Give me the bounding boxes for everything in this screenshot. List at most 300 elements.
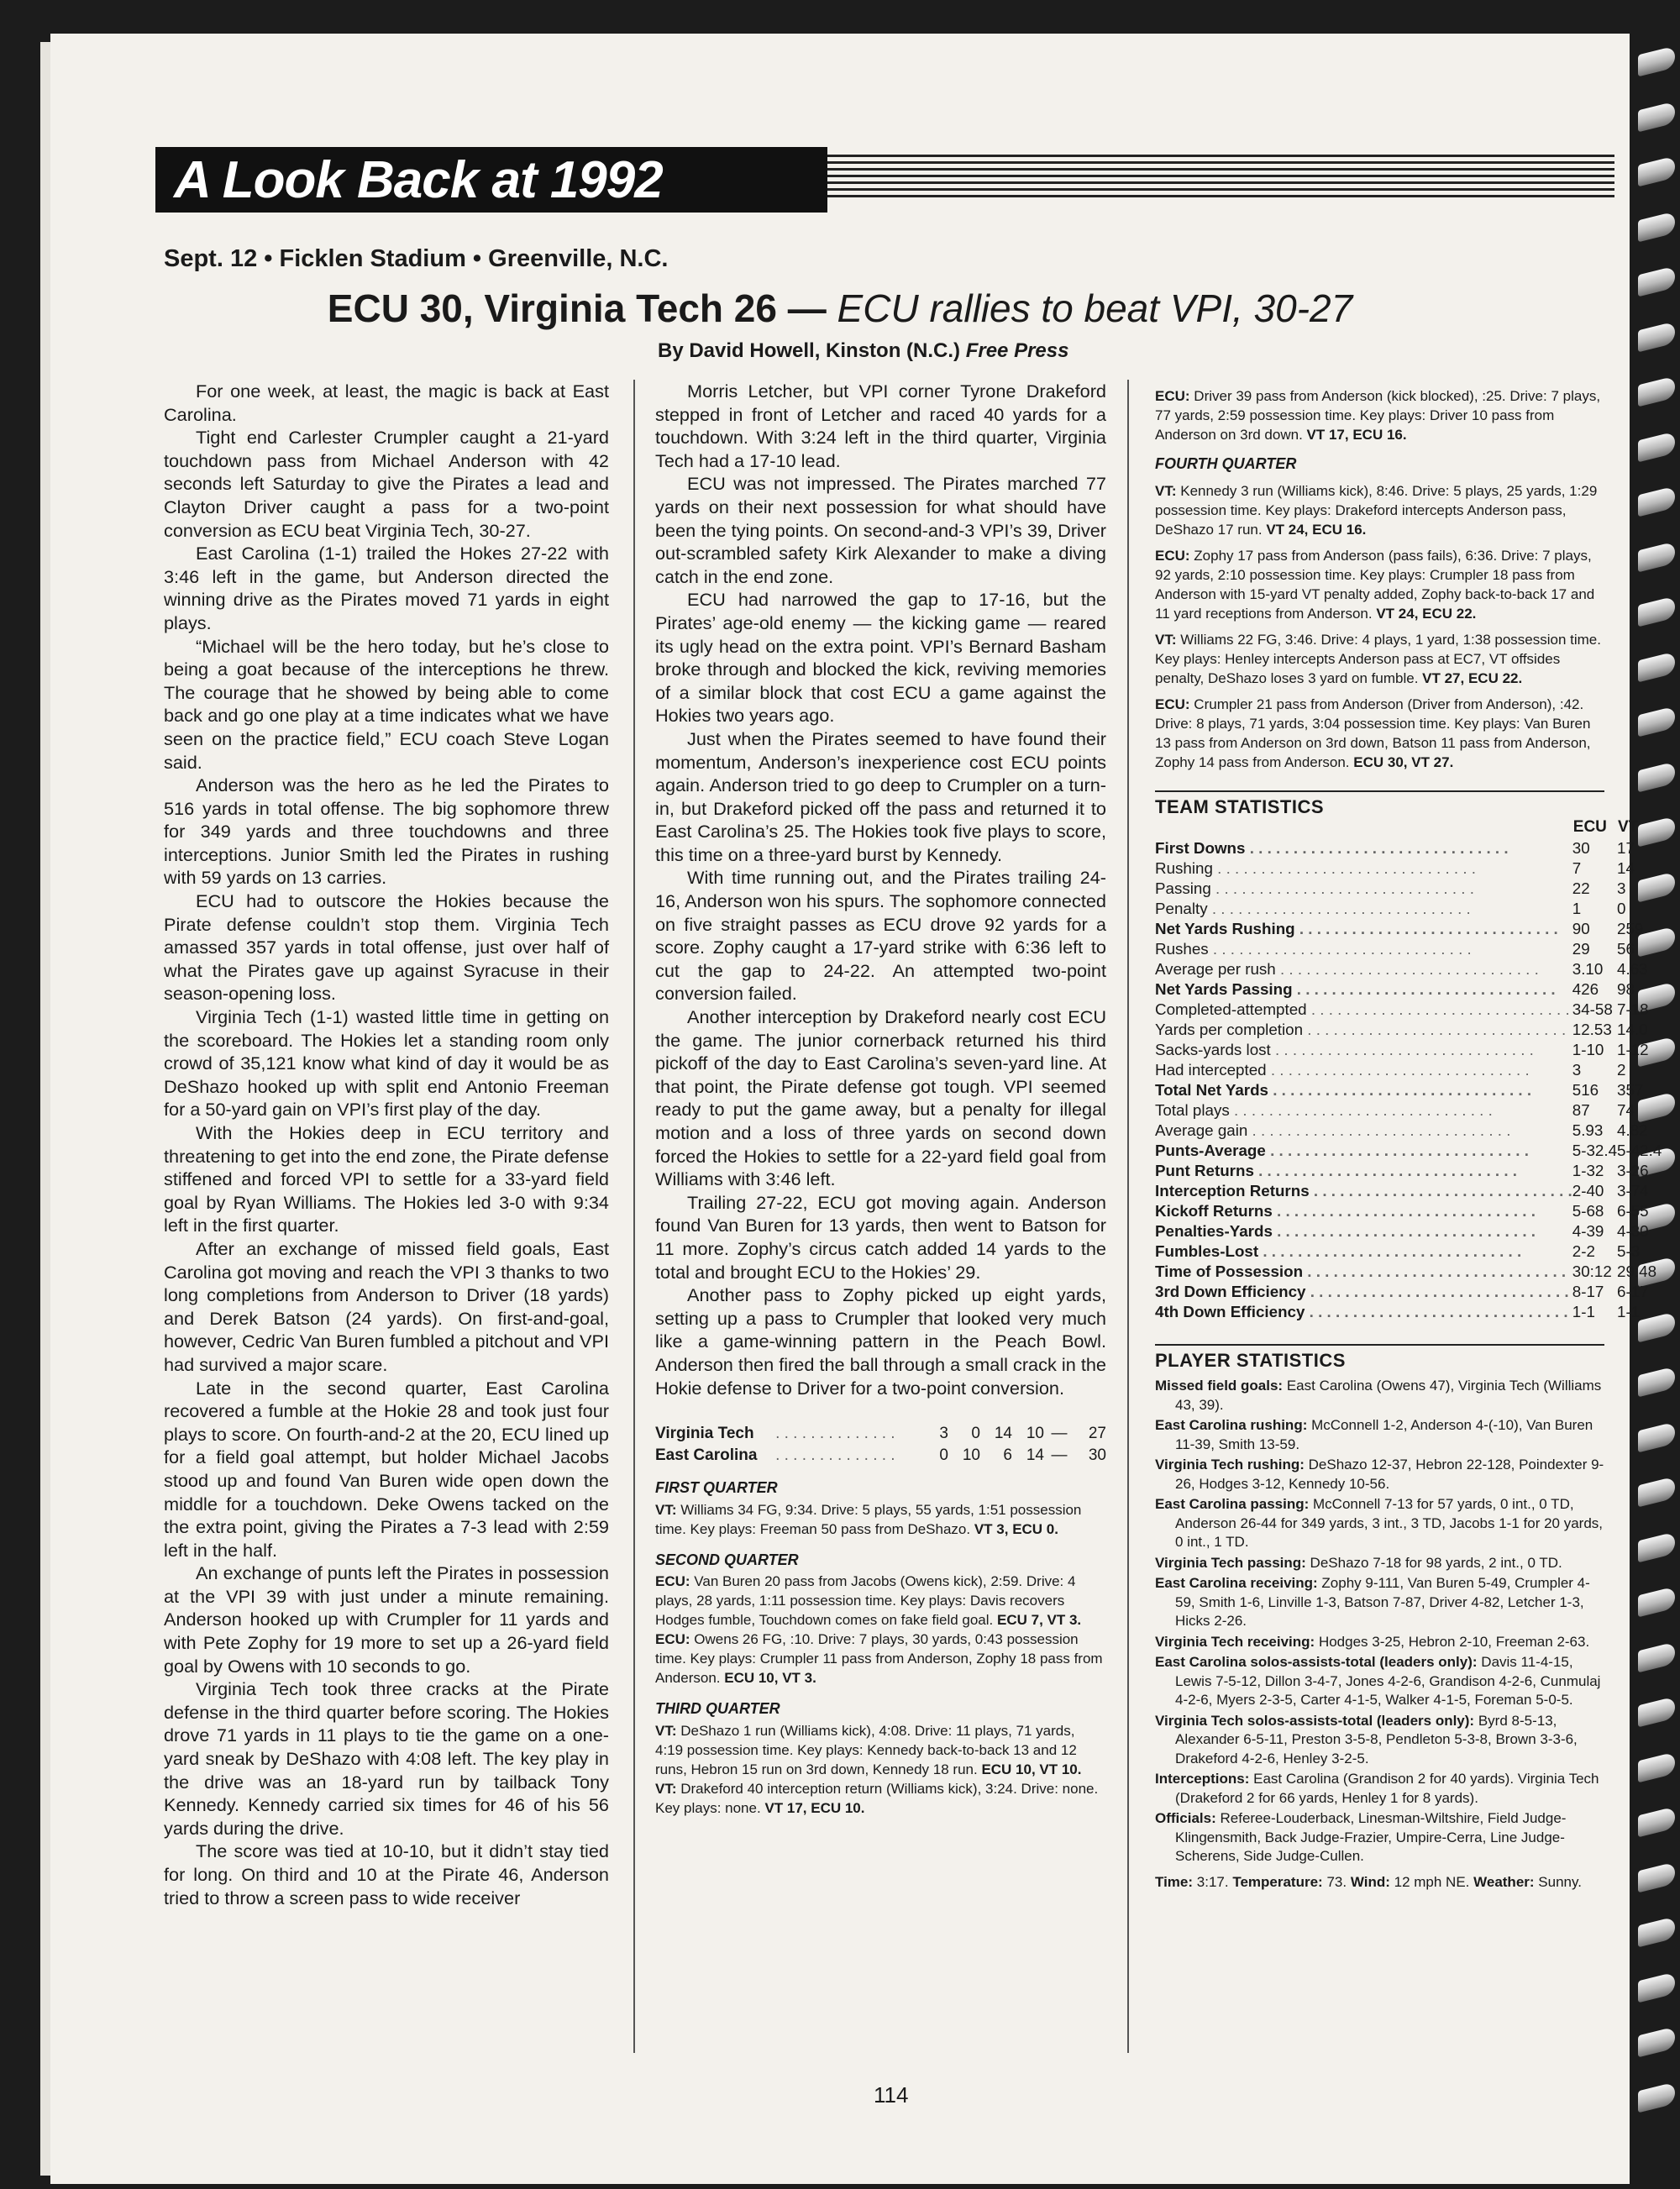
scoring-description: Drakeford 40 interception return (Williams kick), 3:24. Drive: none. Key plays: none. (655, 1780, 1099, 1816)
team-stats-ecu: 29 (1572, 939, 1590, 958)
team-stats-row (1155, 1282, 1662, 1302)
leader-dots: . . . . . . . . . . . . . . . . . . . . . . . . . . . . . . (1247, 1121, 1511, 1139)
spiral-coil (1638, 211, 1675, 242)
team-stats-label-text: Yards per completion (1155, 1020, 1304, 1038)
scoring-play (655, 1630, 1106, 1688)
team-stats-label-text: Rushing (1155, 858, 1213, 877)
spiral-coil (1638, 1477, 1675, 1508)
article-paragraph: ECU had narrowed the gap to 17-16, but the Pirates’ age-old enemy — the kicking game — reared its ugly head on the extra point. VPI’s Bernard Basham broke through and blocked the kick, reviving memories of a similar block that cost ECU a game against the Hokies two years ago. (655, 589, 1106, 727)
team-stats-ecu: 2-40 (1572, 1181, 1604, 1199)
leader-dots: . . . . . . . . . . . . . . . . . . . . . . . . . . . . . . (1245, 838, 1509, 857)
player-stat-text: McConnell 1-2, Anderson 4-(-10), Van Buren 11-39, Smith 13-59. (1175, 1417, 1593, 1452)
leader-dots: . . . . . . . . . . . . . . . . . . . . . . . . . . . . . . (1305, 1302, 1568, 1320)
team-stats-ecu: 1-10 (1572, 1040, 1604, 1058)
team-stats-vt: 1-12 (1617, 1040, 1649, 1058)
leader-dots: . . . . . . . . . . . . . . . . . . . . . . . . . . . . . . (1306, 1000, 1570, 1018)
headline-main: ECU 30, Virginia Tech 26 — (327, 286, 827, 330)
leader-dots: . . . . . . . . . . . . . . . . . . . . . . . . . . . . . . (1270, 1040, 1534, 1058)
team-stats-vt: 56 (1617, 939, 1635, 958)
team-stats-row (1155, 858, 1662, 879)
article-column-2 (655, 380, 1106, 1818)
team-stats-ecu: 12.53 (1572, 1020, 1612, 1038)
team-stats-vt: 98 (1617, 979, 1635, 998)
spiral-coil (1638, 1807, 1675, 1838)
scoring-play (655, 1779, 1106, 1818)
player-stat-text: DeShazo 12-37, Hebron 22-128, Poindexter 9-26, Hodges 3-12, Kennedy 10-56. (1175, 1457, 1604, 1492)
scoring-play (1155, 546, 1604, 623)
temperature-value: 73. (1326, 1873, 1347, 1890)
team-stats-ecu: 7 (1572, 858, 1582, 877)
team-stats-ecu: 1-1 (1572, 1302, 1595, 1320)
team-stats-row (1155, 979, 1662, 1000)
spiral-coil (1638, 1531, 1675, 1562)
scoring-play (1155, 630, 1604, 688)
player-stats (1155, 1377, 1604, 1866)
team-stats-vt: 3-26 (1617, 1161, 1649, 1179)
team-stats-ecu: 3 (1572, 1060, 1582, 1079)
team-stats-label-text: 3rd Down Efficiency (1155, 1282, 1306, 1300)
running-score: VT 3, ECU 0. (974, 1520, 1058, 1537)
leader-dots: . . . . . . . . . . . . . . . . . . . . . . . . . . . . . . (1309, 1181, 1572, 1199)
team-stats-vt: 14 (1617, 858, 1635, 877)
player-stat-label: East Carolina rushing: (1155, 1417, 1308, 1433)
team-stats-ecu: 5.93 (1572, 1121, 1604, 1139)
dateline: Sept. 12 • Ficklen Stadium • Greenville, N.C. (164, 245, 669, 272)
team-stats-row (1155, 1121, 1662, 1141)
player-stat-entry (1155, 1809, 1604, 1866)
team-stats-row (1155, 959, 1662, 979)
team-stats-row (1155, 1161, 1662, 1181)
article-paragraph: “Michael will be the hero today, but he’s close to being a goat because of the interceptions he threw. The courage that he showed by being able to come back and go one play at a time indicates what we have seen on the practice field,” ECU coach Steve Logan said. (164, 635, 609, 773)
player-stat-label: East Carolina solos-assists-total (leaders only): (1155, 1654, 1478, 1670)
team-stats-vt: 7-18 (1617, 1000, 1649, 1018)
team-stats-ecu: 5-32.4 (1572, 1141, 1618, 1159)
line-score-team: East Carolina (655, 1446, 758, 1465)
team-stats-label (1155, 1141, 1572, 1161)
player-stat-entry (1155, 1377, 1604, 1415)
article-paragraph: For one week, at least, the magic is back at East Carolina. (164, 381, 609, 425)
article-paragraph: Morris Letcher, but VPI corner Tyrone Drakeford stepped in front of Letcher and raced 40 yards for a touchdown. With 3:24 left in the third quarter, Virginia Tech had a 17-10 lead. (655, 381, 1106, 471)
article-paragraph: Virginia Tech (1-1) wasted little time in getting on the scoreboard. The Hokies let a standing room only crowd of 35,121 know what kind of day it would be as DeShazo hooked up with split end Antonio Freeman for a 50-yard gain on VPI’s first play of the day. (164, 1006, 609, 1121)
scoring-description: DeShazo 1 run (Williams kick), 4:08. Drive: 11 plays, 71 yards, 4:19 possession time. Key plays: Kennedy back-to-back 13 and 12 runs, Hebron 15 run on 3rd down, Kennedy 18 run. (655, 1722, 1077, 1777)
leader-dots: . . . . . . . . . . . . . . . . . . . . . . . . . . . . . . (1229, 1100, 1493, 1119)
team-stats-vt: 4.82 (1617, 1121, 1648, 1139)
running-score: VT 17, ECU 16. (1306, 427, 1407, 443)
spiral-coil (1638, 46, 1675, 77)
team-stats-label-text: Total Net Yards (1155, 1080, 1268, 1099)
running-score: VT 27, ECU 22. (1422, 669, 1523, 686)
team-stats-table (1155, 816, 1662, 1322)
team-stats-label-text: Fumbles-Lost (1155, 1241, 1259, 1260)
wind-label: Wind: (1350, 1873, 1390, 1890)
scoring-description: Owens 26 FG, :10. Drive: 7 plays, 30 yards, 0:43 possession time. Key plays: Crumpler 11 pass from Anderson, Zophy 18 pass from Anderson. (655, 1631, 1103, 1687)
team-stats-row (1155, 1000, 1662, 1020)
team-stats-ecu: 22 (1572, 879, 1590, 897)
spiral-coil (1638, 1367, 1675, 1398)
team-stats-vt: 17 (1617, 838, 1635, 857)
line-score-quarter: 14 (994, 1425, 1012, 1443)
team-stats-label-text: Sacks-yards lost (1155, 1040, 1271, 1058)
team-stats-row (1155, 899, 1662, 919)
leader-dots: . . . . . . . . . . . . . . . . . . . . . . . . . . . . . . (1258, 1241, 1522, 1260)
spiral-coil (1638, 486, 1675, 517)
scoring-team: ECU: (655, 1631, 690, 1648)
spiral-coil (1638, 1861, 1675, 1892)
team-stats-vt: 74 (1617, 1100, 1635, 1119)
player-stat-entry (1155, 1574, 1604, 1631)
line-score-quarter: 6 (1003, 1446, 1012, 1465)
stats-column (1155, 380, 1662, 1893)
team-stats-vt: 6-55 (1617, 1201, 1649, 1220)
spiral-coil (1638, 1917, 1675, 1948)
leader-dots: . . . . . . . . . . . . . . . . . . . . . . . . . . . . . . (1208, 939, 1472, 958)
player-stat-entry (1155, 1653, 1604, 1710)
leader-dots-cell (775, 1423, 916, 1445)
headline-sub: ECU rallies to beat VPI, 30-27 (837, 286, 1353, 330)
team-stats-label-text: Interception Returns (1155, 1181, 1310, 1199)
team-stats-label-text: Net Yards Rushing (1155, 919, 1295, 937)
team-stats-row (1155, 1302, 1662, 1322)
scoring-description: Williams 34 FG, 9:34. Drive: 5 plays, 55 yards, 1:51 possession time. Key plays: Freeman 50 pass from DeShazo. (655, 1501, 1082, 1537)
headline (0, 286, 1680, 331)
line-score-quarter: 0 (939, 1446, 948, 1465)
team-stats-label-text: Net Yards Passing (1155, 979, 1293, 998)
team-stats-ecu: 30 (1572, 838, 1590, 857)
spiral-coil (1638, 2081, 1675, 2113)
line-score-final: 27 (1088, 1425, 1106, 1443)
quarter-heading: FIRST QUARTER (655, 1479, 778, 1497)
spiral-coil (1638, 761, 1675, 792)
page-number: 114 (874, 2082, 909, 2108)
player-stat-text: DeShazo 7-18 for 98 yards, 2 int., 0 TD. (1310, 1554, 1562, 1571)
article-paragraph: ECU was not impressed. The Pirates marched 77 yards on their next possession for what should have been the tying points. On second-and-3 VPI’s 39, Driver out-scrambled safety Kirk Alexander to make a diving catch in the end zone. (655, 473, 1106, 587)
player-stat-label: Missed field goals: (1155, 1378, 1284, 1394)
banner (155, 147, 827, 213)
player-stat-text: East Carolina (Owens 47), Virginia Tech (Williams 43, 39). (1175, 1378, 1602, 1413)
team-stats-ecu: 3.10 (1572, 959, 1604, 978)
team-stats-label (1155, 919, 1572, 939)
team-stats-vt: 5-3 (1617, 1241, 1641, 1260)
team-stats-label-text: 4th Down Efficiency (1155, 1302, 1305, 1320)
team-stats-row (1155, 939, 1662, 959)
article-paragraph: An exchange of punts left the Pirates in possession at the VPI 39 with just under a minute remaining. Anderson hooked up with Crumpler for 11 yards and with Pete Zophy for 19 more to set up a 26-yard field goal by Owens with 10 seconds to go. (164, 1562, 609, 1677)
player-stat-entry (1155, 1770, 1604, 1808)
article-paragraph: Trailing 27-22, ECU got moving again. Anderson found Van Buren for 13 yards, then went to Batson for 11 more. Zophy’s circus catch added 14 yards to the total and brought ECU to the Hokies’ 29. (655, 1191, 1106, 1283)
leader-dots: . . . . . . . . . . . . . . . . . . . . . . . . . . . . . . (1212, 858, 1477, 877)
scoring-team: ECU: (1155, 547, 1190, 564)
spiral-coil (1638, 651, 1675, 682)
leader-dots: . . . . . . . . . . . . . . (775, 1446, 895, 1465)
leader-dots: . . . . . . . . . . . . . . . . . . . . . . . . . . . . . . (1305, 1282, 1569, 1300)
article-paragraph: Tight end Carlester Crumpler caught a 21-yard touchdown pass from Michael Anderson with 42 seconds left Saturday to give the Pirates a lead and Clayton Driver caught a pass for a two-point conversion as ECU beat Virginia Tech, 30-27. (164, 427, 609, 541)
line-score (655, 1423, 1106, 1467)
team-stats-ecu: 1-32 (1572, 1161, 1604, 1179)
team-stats-vt: 6-17 (1617, 1282, 1649, 1300)
leader-dots: . . . . . . . . . . . . . . . . . . . . . . . . . . . . . . (1292, 979, 1556, 998)
column-divider (633, 380, 635, 2053)
team-stats-row (1155, 1040, 1662, 1060)
article-paragraph: Another pass to Zophy picked up eight yards, setting up a pass to Crumpler that looked very much like a game-winning pattern in the Peach Bowl. Anderson then fired the ball through a small crack in the Hokie defense to Driver for a two-point conversion. (655, 1284, 1106, 1399)
scoring-play (655, 1500, 1106, 1539)
spiral-coil (1638, 1751, 1675, 1782)
team-stats-row (1155, 838, 1662, 858)
spiral-coil (1638, 541, 1675, 572)
team-stats-ecu: 4-39 (1572, 1221, 1604, 1240)
team-stats-ecu: 90 (1572, 919, 1590, 937)
running-score: VT 24, ECU 22. (1376, 605, 1477, 622)
leader-dots: . . . . . . . . . . . . . . . . . . . . . . . . . . . . . . (1303, 1020, 1567, 1038)
running-score: ECU 7, VT 3. (997, 1612, 1082, 1629)
team-stats-label-text: Passing (1155, 879, 1211, 897)
player-stat-text: Byrd 8-5-13, Alexander 6-5-11, Preston 3-5-8, Pendleton 5-3-8, Brown 3-3-6, Drakeford 4-2-6, Henley 3-2-5. (1175, 1712, 1578, 1766)
team-stats-row (1155, 1241, 1662, 1262)
running-score: ECU 10, VT 3. (724, 1670, 816, 1687)
article-paragraph: The score was tied at 10-10, but it didn’t stay tied for long. On third and 10 at the Pirate 46, Anderson tried to throw a screen pass to wide receiver (164, 1840, 609, 1908)
spiral-coil (1638, 431, 1675, 462)
player-stat-label: Interceptions: (1155, 1771, 1250, 1787)
line-score-dash: — (1051, 1425, 1068, 1443)
scoring-team: ECU: (1155, 696, 1190, 712)
team-stats-label-text: Penalty (1155, 899, 1208, 917)
player-stat-entry (1155, 1554, 1604, 1573)
team-stats-label (1155, 1000, 1572, 1020)
team-stats-row (1155, 1060, 1662, 1080)
player-stat-text: Referee-Louderback, Linesman-Wiltshire, Field Judge-Klingensmith, Back Judge-Frazier, Umpire-Cerra, Line Judge-Scherens, Side Judge-Cullen. (1175, 1810, 1567, 1864)
player-stat-entry (1155, 1416, 1604, 1454)
running-score: ECU 10, VT 10. (981, 1761, 1082, 1777)
article-column-1 (164, 380, 609, 1909)
team-stats-label (1155, 1302, 1572, 1322)
player-stat-entry (1155, 1712, 1604, 1769)
spiral-coil (1638, 1697, 1675, 1728)
scoring-team: VT: (655, 1780, 677, 1797)
article-paragraph: East Carolina (1-1) trailed the Hokes 27-22 with 3:46 left in the game, but Anderson directed the winning drive as the Pirates moved 71 yards in eight plays. (164, 543, 609, 633)
team-stats-vt: 4.63 (1617, 959, 1648, 978)
scoring-team: VT: (655, 1722, 677, 1739)
scoring-team: VT: (1155, 631, 1177, 648)
team-stats-label-text: Time of Possession (1155, 1262, 1304, 1280)
article-paragraph: Just when the Pirates seemed to have found their momentum, Anderson’s inexperience cost ECU points again. Anderson tried to go deep to Crumpler on a turn-in, but Drakeford picked off the pass and returned it to East Carolina’s 25. The Hokies took five plays to score, this time on a three-yard burst by Kennedy. (655, 727, 1106, 865)
team-stats-ecu: 87 (1572, 1100, 1590, 1119)
team-stats-row (1155, 1141, 1662, 1161)
leader-dots: . . . . . . . . . . . . . . . . . . . . . . . . . . . . . . (1275, 959, 1539, 978)
team-stats-row (1155, 1262, 1662, 1282)
team-stats-label (1155, 1040, 1572, 1060)
weather-value: Sunny. (1538, 1873, 1582, 1890)
spiral-coil (1638, 1971, 1675, 2003)
team-stats-label (1155, 1241, 1572, 1262)
leader-dots: . . . . . . . . . . . . . . . . . . . . . . . . . . . . . . (1294, 919, 1558, 937)
line-score-quarter: 10 (962, 1446, 980, 1465)
team-stats-label (1155, 979, 1572, 1000)
team-stats-label-text: Average gain (1155, 1121, 1248, 1139)
team-stats-label-text: Total plays (1155, 1100, 1230, 1119)
team-stats-row (1155, 1100, 1662, 1121)
team-stats-ecu: 30:12 (1572, 1262, 1612, 1280)
player-stat-entry (1155, 1495, 1604, 1552)
article-paragraph: With the Hokies deep in ECU territory and threatening to get into the end zone, the Pirate defense stiffened and forced VPI to settle for a 33-yard field goal by Ryan Williams. The Hokies led 3-0 with 9:34 left in the first quarter. (164, 1122, 609, 1236)
scoring-description: Williams 22 FG, 3:46. Drive: 4 plays, 1 yard, 1:38 possession time. Key plays: Henley intercepts Anderson pass at EC7, VT offsides penalty, DeShazo loses 3 yard on fumble. (1155, 631, 1601, 686)
team-stats-ecu: 1 (1572, 899, 1582, 917)
player-stats-title: PLAYER STATISTICS (1155, 1344, 1604, 1371)
scoring-description: Zophy 17 pass from Anderson (pass fails), 6:36. Drive: 7 plays, 92 yards, 2:10 possession time. Key plays: Crumpler 18 pass from Anderson with 15-yard VT penalty added, Zophy back-to-back 17 and 11 yard receptions from Anderson. (1155, 547, 1595, 622)
team-stats-label (1155, 939, 1572, 959)
leader-dots: . . . . . . . . . . . . . . . . . . . . . . . . . . . . . . (1253, 1161, 1517, 1179)
team-stats-label (1155, 1201, 1572, 1221)
article-paragraph: Late in the second quarter, East Carolina recovered a fumble at the Hokie 28 and took just four plays to score. On fourth-and-2 at the 20, ECU lined up for a field goal attempt, but holder Michael Jacobs stood up and found Van Buren wide open down the middle for a touchdown. Deke Owens tacked on the the extra point, giving the Pirates a 7-3 lead with 2:59 left in the half. (164, 1377, 609, 1561)
scoring-play (1155, 386, 1604, 444)
spiral-coil (1638, 706, 1675, 738)
team-stats-label (1155, 1100, 1572, 1121)
article-paragraph: Another interception by Drakeford nearly cost ECU the game. The junior cornerback returned his third pickoff of the day to East Carolina’s seven-yard line. At that point, the Pirate defense got tough. VPI seemed ready to put the game away, but a penalty for illegal motion and a loss of three yards on second down forced the Hokies to settle for a 22-yard field goal from Williams with 3:46 left. (655, 1006, 1106, 1190)
team-stats-ecu: 8-17 (1572, 1282, 1604, 1300)
team-stats-row (1155, 1080, 1662, 1100)
team-stats-header-vt: VT (1618, 818, 1639, 836)
team-stats-vt: 0 (1617, 899, 1626, 917)
line-score-quarter: 14 (1026, 1446, 1044, 1465)
line-score-team: Virginia Tech (655, 1425, 754, 1443)
running-score: VT 24, ECU 16. (1266, 521, 1367, 538)
banner-rules (827, 155, 1614, 205)
quarter-heading: FOURTH QUARTER (1155, 455, 1297, 472)
team-stats-ecu: 5-68 (1572, 1201, 1604, 1220)
team-stats-label-text: Punt Returns (1155, 1161, 1254, 1179)
team-stats-vt: 259 (1617, 919, 1644, 937)
team-stats-label (1155, 1161, 1572, 1181)
team-stats-label-text: Punts-Average (1155, 1141, 1266, 1159)
banner-title: A Look Back at 1992 (174, 151, 663, 209)
weather-label: Weather: (1473, 1873, 1535, 1890)
team-stats-row (1155, 1020, 1662, 1040)
player-stat-label: Officials: (1155, 1810, 1216, 1826)
byline-author: By David Howell, Kinston (N.C.) (658, 339, 961, 362)
leader-dots-cell (775, 1445, 916, 1467)
player-stat-label: Virginia Tech receiving: (1155, 1633, 1315, 1650)
scoring-description: Van Buren 20 pass from Jacobs (Owens kick), 2:59. Drive: 4 plays, 28 yards, 1:11 possession time. Key plays: Davis recovers Hodges fumble, Touchdown comes on fake field goal. (655, 1573, 1076, 1629)
team-stats-label (1155, 1060, 1572, 1080)
team-stats-ecu: 2-2 (1572, 1241, 1595, 1260)
article-paragraph: ECU had to outscore the Hokies because the Pirate defense couldn’t stop them. Virginia Tech amassed 357 yards in total offense, just over half of what the Pirates gave up against Syracuse in their season-opening loss. (164, 890, 609, 1005)
team-stats-label-text: Rushes (1155, 939, 1209, 958)
wind-value: 12 mph NE. (1394, 1873, 1470, 1890)
time-value: 3:17. (1196, 1873, 1229, 1890)
player-stat-text: Hodges 3-25, Hebron 2-10, Freeman 2-63. (1318, 1633, 1590, 1650)
team-stats-row (1155, 879, 1662, 899)
team-stats-vt: 2 (1617, 1060, 1626, 1079)
scoring-team: ECU: (655, 1573, 690, 1590)
team-stats-label-text: First Downs (1155, 838, 1246, 857)
team-stats-label (1155, 858, 1572, 879)
team-stats-row (1155, 1221, 1662, 1241)
team-stats-vt: 3-74 (1617, 1181, 1649, 1199)
team-stats-label (1155, 1181, 1572, 1201)
player-stat-entry (1155, 1456, 1604, 1493)
spiral-coil (1638, 1587, 1675, 1618)
team-stats-vt: 14.0 (1617, 1020, 1648, 1038)
player-stat-label: Virginia Tech rushing: (1155, 1457, 1305, 1472)
team-stats-vt: 4-30 (1617, 1221, 1649, 1240)
scoring-play (1155, 695, 1604, 772)
team-stats-row (1155, 1181, 1662, 1201)
team-stats-label (1155, 959, 1572, 979)
spiral-coil (1638, 101, 1675, 132)
leader-dots: . . . . . . . . . . . . . . . . . . . . . . . . . . . . . . (1272, 1201, 1536, 1220)
line-score-quarter: 0 (971, 1425, 980, 1443)
player-stat-label: Virginia Tech passing: (1155, 1554, 1306, 1571)
player-stat-label: Virginia Tech solos-assists-total (leaders only): (1155, 1712, 1475, 1729)
running-score: VT 17, ECU 10. (764, 1799, 865, 1816)
team-stats-label (1155, 1221, 1572, 1241)
team-stats-header-ecu: ECU (1572, 818, 1607, 836)
spiral-coil (1638, 376, 1675, 407)
line-score-dash: — (1051, 1446, 1068, 1465)
player-stat-text: Zophy 9-111, Van Buren 5-49, Crumpler 4-59, Smith 1-6, Linville 1-3, Batson 7-87, Driver 4-82, Letcher 1-3, Hicks 2-26. (1175, 1575, 1590, 1629)
byline-paper: Free Press (965, 339, 1069, 362)
leader-dots: . . . . . . . . . . . . . . . . . . . . . . . . . . . . . . (1210, 879, 1474, 897)
team-stats-label (1155, 1121, 1572, 1141)
article-paragraph: Virginia Tech took three cracks at the Pirate defense in the third quarter before scoring. The Hokies drove 71 yards in 11 plays to tie the game on a one-yard sneak by DeShazo with 4:08 left. The key play in the drive was an 18-yard run by tailback Tony Kennedy. Kennedy carried six times for 46 of his 56 yards during the drive. (164, 1678, 609, 1839)
scoring-description: Crumpler 21 pass from Anderson (Driver from Anderson), :42. Drive: 8 plays, 71 yards, 3:04 possession time. Key plays: Van Buren 13 pass from Anderson on 3rd down, Batson 11 pass from Anderson, Zophy 14 pass from Anderson. (1155, 696, 1591, 770)
spiral-coil (1638, 1641, 1675, 1672)
line-score-row (655, 1445, 1106, 1467)
team-stats-label (1155, 1020, 1572, 1040)
scoring-play (655, 1721, 1106, 1779)
article-paragraph: Anderson was the hero as he led the Pirates to 516 yards in total offense. The big sophomore threw for 349 yards and three touchdowns and three interceptions. Junior Smith led the Pirates in rushing with 59 yards on 13 carries. (164, 774, 609, 889)
scoring-team: VT: (655, 1501, 677, 1518)
team-stats-title: TEAM STATISTICS (1155, 790, 1604, 817)
team-stats-label (1155, 838, 1572, 858)
team-stats-label-text: Completed-attempted (1155, 1000, 1307, 1018)
team-stats-vt: 3 (1617, 879, 1626, 897)
running-score: ECU 30, VT 27. (1353, 753, 1454, 770)
column-divider (1127, 380, 1129, 2053)
scoring-team: VT: (1155, 482, 1177, 499)
scoring-description: Kennedy 3 run (Williams kick), 8:46. Drive: 5 plays, 25 yards, 1:29 possession time. Key plays: Drakeford intercepts Anderson pass, DeShazo 17 run. (1155, 482, 1598, 538)
temperature-label: Temperature: (1232, 1873, 1323, 1890)
line-score-quarter: 3 (939, 1425, 948, 1443)
team-stats-vt: 1-1 (1617, 1302, 1641, 1320)
team-stats-vt: 5-42.4 (1617, 1141, 1662, 1159)
team-stats-label-text: Had intercepted (1155, 1060, 1267, 1079)
spiral-coil (1638, 156, 1675, 187)
time-label: Time: (1155, 1873, 1194, 1890)
team-stats-label-text: Average per rush (1155, 959, 1276, 978)
byline (658, 339, 1068, 363)
team-stats-label-text: Penalties-Yards (1155, 1221, 1273, 1240)
quarter-heading: THIRD QUARTER (655, 1700, 780, 1718)
team-stats-label (1155, 1282, 1572, 1302)
quarter-heading: SECOND QUARTER (655, 1551, 799, 1568)
line-score-row (655, 1423, 1106, 1445)
leader-dots: . . . . . . . . . . . . . . (775, 1425, 895, 1443)
team-stats-ecu: 516 (1572, 1080, 1599, 1099)
leader-dots: . . . . . . . . . . . . . . . . . . . . . . . . . . . . . . (1266, 1060, 1530, 1079)
team-stats-ecu: 426 (1572, 979, 1599, 998)
scoring-summary-col3 (1155, 386, 1604, 772)
player-stat-text: McConnell 7-13 for 57 yards, 0 int., 0 TD, Anderson 26-44 for 349 yards, 3 int., 3 TD, Jacobs 1-1 for 20 yards, 0 int., 1 TD. (1175, 1496, 1604, 1550)
scoring-play (1155, 481, 1604, 539)
team-stats-ecu: 34-58 (1572, 1000, 1613, 1018)
leader-dots: . . . . . . . . . . . . . . . . . . . . . . . . . . . . . . (1303, 1262, 1567, 1280)
leader-dots: . . . . . . . . . . . . . . . . . . . . . . . . . . . . . . (1268, 1080, 1532, 1099)
team-stats-label (1155, 899, 1572, 919)
spiral-coil (1638, 596, 1675, 627)
game-conditions (1155, 1873, 1604, 1892)
scoring-team: ECU: (1155, 388, 1190, 404)
article-paragraph: With time running out, and the Pirates trailing 24-16, Anderson won his spurs. The sophomore connected on five straight passes as ECU drove 92 yards for a score. Zophy caught a 17-yard strike with 6:36 left to cut the gap to 24-22. An attempted two-point conversion failed. (655, 867, 1106, 1005)
line-score-quarter: 10 (1026, 1425, 1044, 1443)
spiral-coil (1638, 1421, 1675, 1452)
